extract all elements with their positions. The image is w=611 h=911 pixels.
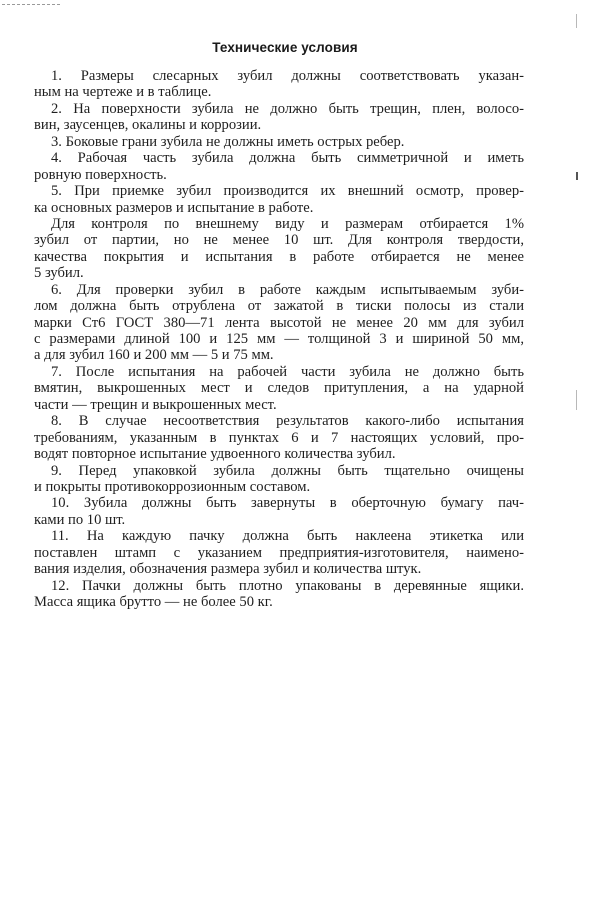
text-line: с размерами длиной 100 и 125 мм — толщиной 3 и шириной 50 мм, [34,331,524,347]
text-line: 9. Перед упаковкой зубила должны быть тщательно очищены [51,462,524,479]
scan-artifact-right [576,172,578,180]
text-line: 2. На поверхности зубила не должно быть трещин, плен, волосо- [51,100,524,117]
text-line: части — трещин и выкрошенных мест. [34,396,277,413]
text-line: 8. В случае несоответствия результатов какого-либо испытания [51,413,524,430]
text-line: ка основных размеров и испытание в работе. [34,199,314,216]
scan-artifact-right [576,390,577,410]
text-line: ным на чертеже и в таблице. [34,84,212,101]
text-line: 11. На каждую пачку должна быть наклеена этикетка или [51,528,524,545]
text-line: ровную поверхность. [34,166,167,183]
text-line: 5 зубил. [34,265,84,282]
text-line: и покрыты противокоррозионным составом. [34,478,311,495]
text-line: а для зубил 160 и 200 мм — 5 и 75 мм. [34,347,274,364]
text-line: поставлен штамп с указанием предприятия-изготовителя, наимено- [34,544,524,561]
text-line: 4. Рабочая часть зубила должна быть симметричной и иметь [51,150,524,167]
text-line: вин, заусенцев, окалины и коррозии. [34,117,262,134]
text-line: вмятин, выкрошенных мест и следов притупления, а на ударной [34,380,524,397]
scan-artifact-top [2,4,60,6]
text-line: ками по 10 шт. [34,511,126,528]
text-line: марки Ст6 ГОСТ 380—71 лента высотой не менее 20 мм для зубил [34,314,524,331]
text-line: водят повторное испытание удвоенного количества зубил. [34,446,396,463]
text-line: лом должна быть отрублена от зажатой в тиски полосы из стали [34,298,524,315]
text-line: 5. При приемке зубил производится их внешний осмотр, провер- [51,183,524,200]
text-line: качества покрытия и испытания в работе отбирается не менее [34,248,524,265]
scan-artifact-right [576,14,577,28]
text-line: Для контроля по внешнему виду и размерам отбирается 1% [51,215,524,232]
text-line: требованиям, указанным в пунктах 6 и 7 настоящих условий, про- [34,429,524,446]
text-line: 12. Пачки должны быть плотно упакованы в деревянные ящики. [51,577,524,594]
document-body [34,68,524,610]
text-line: 1. Размеры слесарных зубил должны соответствовать указан- [51,68,524,84]
text-line: 10. Зубила должны быть завернуты в оберточную бумагу пач- [51,495,524,512]
text-line: Масса ящика брутто — не более 50 кг. [34,594,273,610]
text-line: вания изделия, обозначения размера зубил и количества штук. [34,561,422,578]
page-title: Технические условия [212,40,358,55]
text-line: 3. Боковые грани зубила не должны иметь острых ребер. [51,133,405,150]
text-line: зубил от партии, но не менее 10 шт. Для контроля твердости, [34,232,524,249]
text-line: 7. После испытания на рабочей части зубила не должно быть [51,363,524,380]
text-line: 6. Для проверки зубил в работе каждым испытываемым зуби- [51,281,524,298]
